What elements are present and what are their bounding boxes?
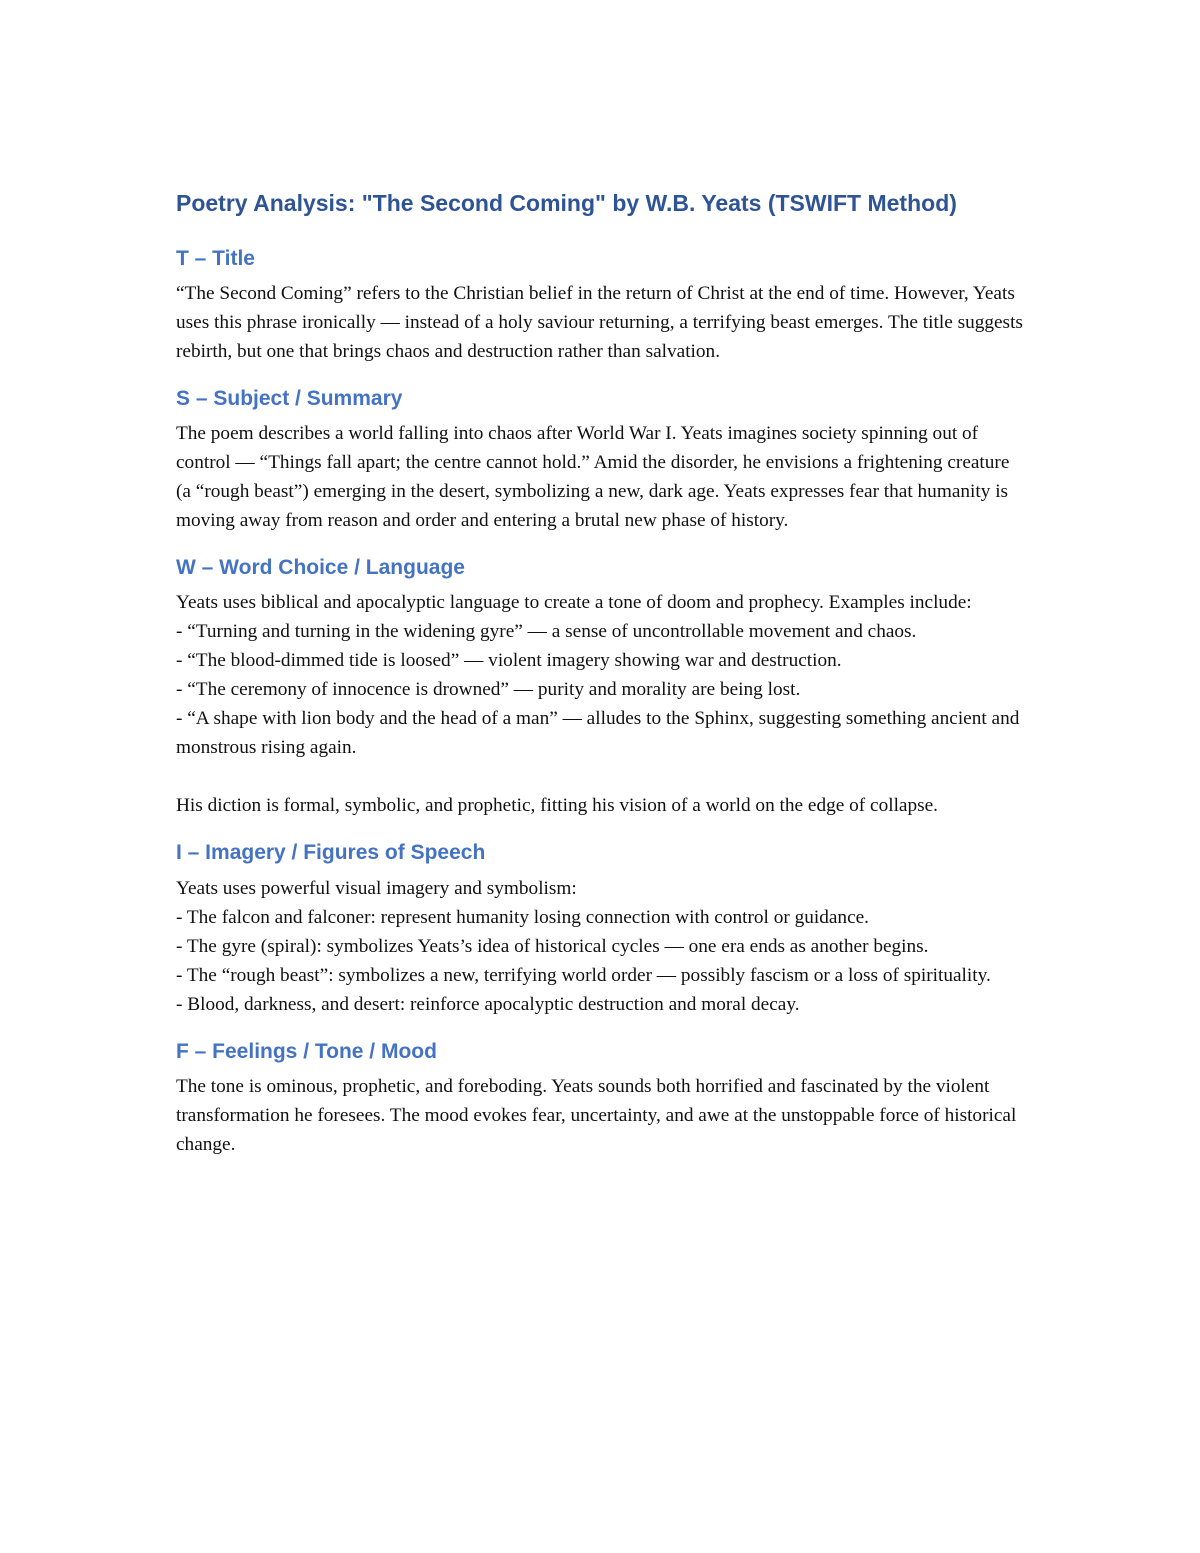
section-intro bbox=[176, 588, 1026, 762]
section-heading: F – Feelings / Tone / Mood bbox=[176, 1039, 437, 1063]
list-item: - “Turning and turning in the widening gyre” — a sense of uncontrollable movement and chaos. bbox=[176, 621, 917, 643]
section-paragraph: The poem describes a world falling into chaos after World War I. Yeats imagines society spinning out of control — “Things fall apart; the centre cannot hold.” Amid the disorder, he envisions a frightening creature (a “rough beast”) emerging in the desert, symbolizing a new, dark age. Yeats expresses fear that humanity is moving away from reason and order and entering a brutal new phase of history. bbox=[176, 423, 1010, 532]
section-feelings-tone bbox=[176, 1039, 1026, 1159]
section-heading: S – Subject / Summary bbox=[176, 386, 403, 410]
section-paragraph: The tone is ominous, prophetic, and foreboding. Yeats sounds both horrified and fascinated by the violent transformation he foresees. The mood evokes fear, uncertainty, and awe at the unstoppable force of historical change. bbox=[176, 1075, 1017, 1155]
document-title: Poetry Analysis: "The Second Coming" by W.B. Yeats (TSWIFT Method) bbox=[176, 190, 957, 216]
section-imagery bbox=[176, 840, 1026, 1018]
document-content bbox=[176, 190, 1026, 1179]
section-intro bbox=[176, 874, 1026, 1019]
intro-text: Yeats uses biblical and apocalyptic language to create a tone of doom and prophecy. Examples include: bbox=[176, 592, 972, 614]
list-item: - Blood, darkness, and desert: reinforce apocalyptic destruction and moral decay. bbox=[176, 993, 800, 1015]
list-item: - The gyre (spiral): symbolizes Yeats’s idea of historical cycles — one era ends as another begins. bbox=[176, 935, 929, 957]
section-heading: I – Imagery / Figures of Speech bbox=[176, 841, 486, 865]
list-item: - “The ceremony of innocence is drowned” — purity and morality are being lost. bbox=[176, 679, 801, 701]
section-word-choice bbox=[176, 555, 1026, 820]
section-heading: T – Title bbox=[176, 246, 255, 270]
section-subject-summary bbox=[176, 386, 1026, 535]
list-item: - The “rough beast”: symbolizes a new, terrifying world order — possibly fascism or a loss of spirituality. bbox=[176, 964, 991, 986]
section-paragraph: “The Second Coming” refers to the Christian belief in the return of Christ at the end of time. However, Yeats uses this phrase ironically — instead of a holy saviour returning, a terrifying beast emerges. The title suggests rebirth, but one that brings chaos and destruction rather than salvation. bbox=[176, 282, 1023, 362]
list-item: - “The blood-dimmed tide is loosed” — violent imagery showing war and destruction. bbox=[176, 650, 842, 672]
list-item: - “A shape with lion body and the head of a man” — alludes to the Sphinx, suggesting something ancient and monstrous rising again. bbox=[176, 708, 1020, 759]
intro-text: Yeats uses powerful visual imagery and symbolism: bbox=[176, 877, 577, 899]
list-item: - The falcon and falconer: represent humanity losing connection with control or guidance. bbox=[176, 906, 870, 928]
section-title bbox=[176, 246, 1026, 366]
section-closing: His diction is formal, symbolic, and prophetic, fitting his vision of a world on the edge of collapse. bbox=[176, 795, 939, 817]
section-heading: W – Word Choice / Language bbox=[176, 556, 465, 580]
